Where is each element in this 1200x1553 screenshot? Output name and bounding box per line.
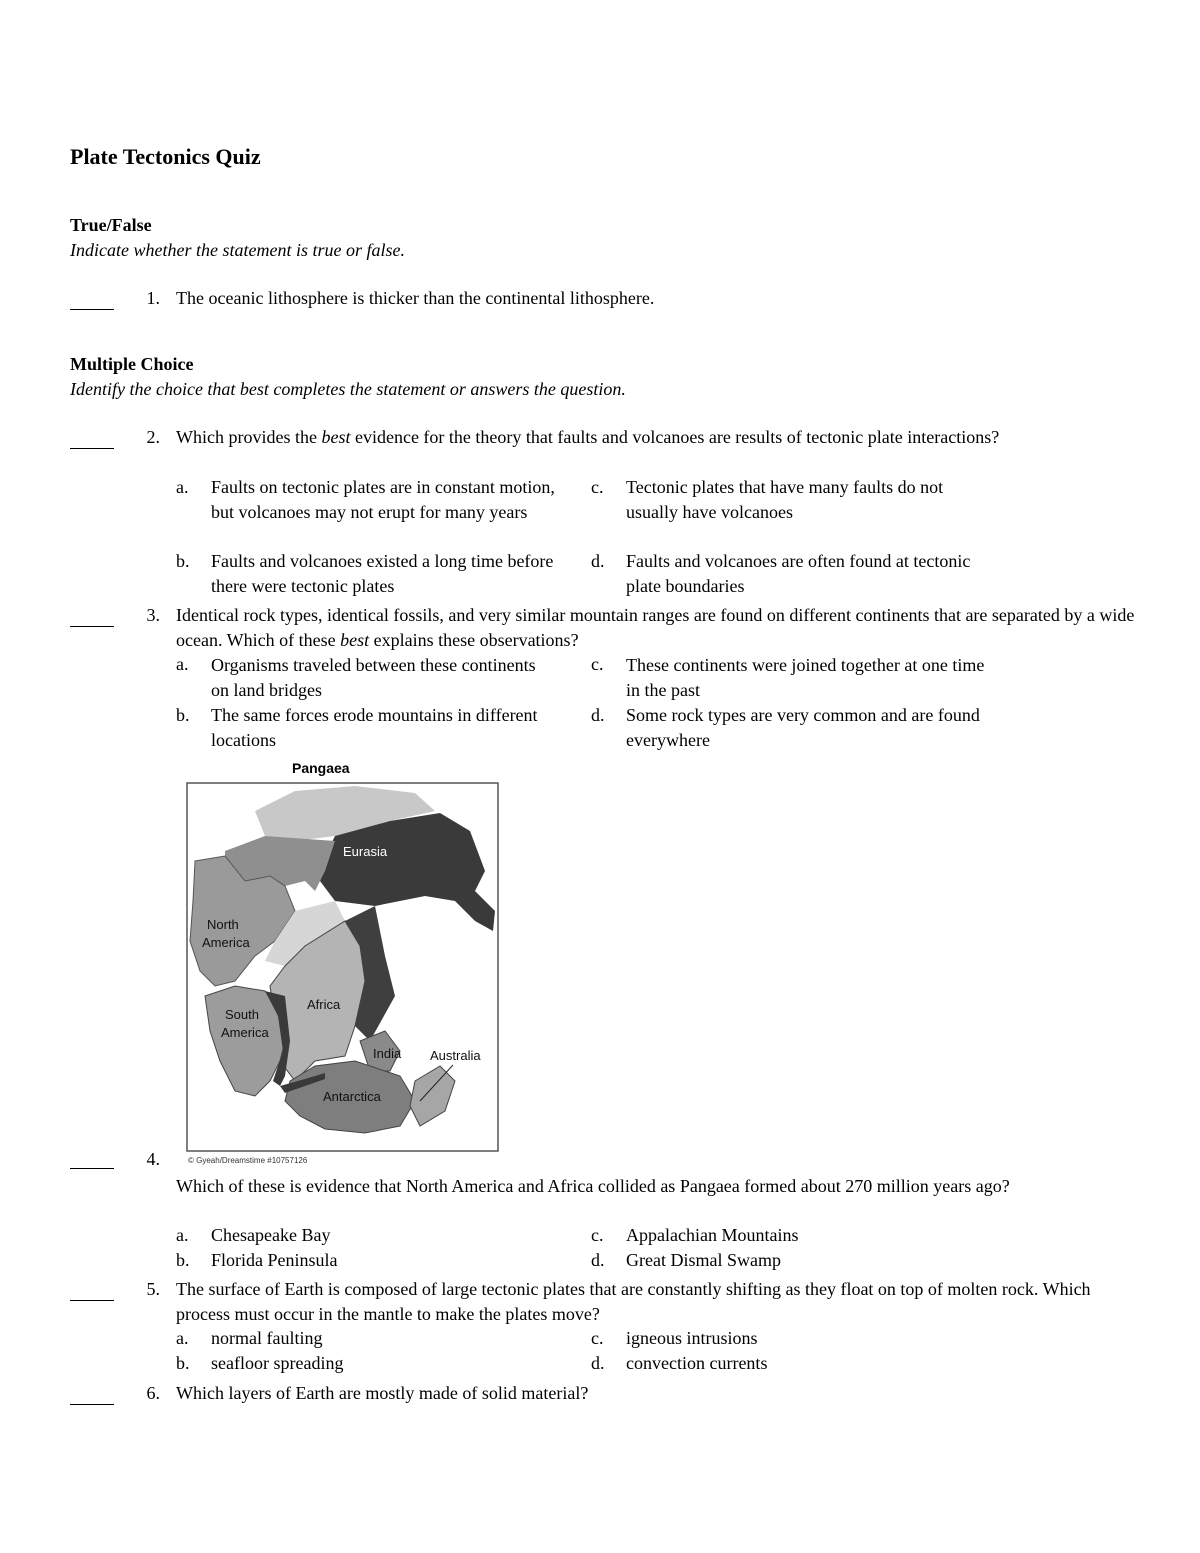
question-text-5: The surface of Earth is composed of large tectonic plates that are constantly shifting as they float on top of molten rock. Which process must occur in the mantle to make the plates move?	[176, 1279, 1091, 1324]
option-text-4d: Great Dismal Swamp	[626, 1250, 781, 1270]
label-eurasia: Eurasia	[343, 844, 388, 859]
option-text-2b: Faults and volcanoes existed a long time before there were tectonic plates	[211, 551, 554, 596]
option-text-2c: Tectonic plates that have many faults do not usually have volcanoes	[626, 477, 944, 522]
option-text-4b: Florida Peninsula	[211, 1250, 338, 1270]
mc-heading: Multiple Choice	[70, 354, 194, 374]
answer-blank-3[interactable]	[70, 626, 114, 627]
option-text-5b: seafloor spreading	[211, 1353, 344, 1373]
option-letter-2c: c.	[591, 477, 604, 497]
option-letter-3b: b.	[176, 705, 190, 725]
answer-blank-6[interactable]	[70, 1404, 114, 1405]
answer-blank-4[interactable]	[70, 1168, 114, 1169]
question-number-5: 5.	[146, 1279, 160, 1299]
option-letter-4a: a.	[176, 1225, 189, 1245]
option-text-5a: normal faulting	[211, 1328, 323, 1348]
answer-blank-5[interactable]	[70, 1300, 114, 1301]
question-number-4: 4.	[146, 1149, 160, 1169]
map-title: Pangaea	[292, 760, 350, 776]
answer-blank-1[interactable]	[70, 309, 114, 310]
label-india: India	[373, 1046, 402, 1061]
quiz-title: Plate Tectonics Quiz	[70, 144, 261, 169]
label-antarctica: Antarctica	[323, 1089, 381, 1104]
label-australia: Australia	[430, 1048, 481, 1063]
option-letter-5a: a.	[176, 1328, 189, 1348]
option-letter-3d: d.	[591, 705, 605, 725]
option-text-3c: These continents were joined together at one time in the past	[626, 655, 985, 700]
option-letter-4d: d.	[591, 1250, 605, 1270]
option-text-3b: The same forces erode mountains in different locations	[211, 705, 538, 750]
label-south-america: America	[221, 1025, 269, 1040]
option-letter-5c: c.	[591, 1328, 604, 1348]
question-text-3: Identical rock types, identical fossils, and very similar mountain ranges are found on different continents that are separated by a wide ocean. Which of these best explains these observations?	[176, 605, 1135, 650]
tf-heading: True/False	[70, 215, 152, 235]
option-text-2d: Faults and volcanoes are often found at tectonic plate boundaries	[626, 551, 971, 596]
label-africa: Africa	[307, 997, 341, 1012]
question-text-2: Which provides the best evidence for the theory that faults and volcanoes are results of tectonic plate interactions?	[176, 427, 1000, 447]
option-text-2a: Faults on tectonic plates are in constant motion, but volcanoes may not erupt for many years	[211, 477, 555, 522]
answer-blank-2[interactable]	[70, 448, 114, 449]
option-letter-4c: c.	[591, 1225, 604, 1245]
label-north-america: America	[202, 935, 250, 950]
option-text-5c: igneous intrusions	[626, 1328, 758, 1348]
option-text-3a: Organisms traveled between these continents on land bridges	[211, 655, 536, 700]
mc-instruction: Identify the choice that best completes the statement or answers the question.	[70, 379, 626, 399]
option-letter-2d: d.	[591, 551, 605, 571]
option-text-5d: convection currents	[626, 1353, 768, 1373]
option-text-3d: Some rock types are very common and are found everywhere	[626, 705, 980, 750]
label-north: North	[207, 917, 239, 932]
option-letter-5d: d.	[591, 1353, 605, 1373]
map-credit: © Gyeah/Dreamstime #10757126	[188, 1156, 308, 1165]
option-text-4a: Chesapeake Bay	[211, 1225, 331, 1245]
label-south: South	[225, 1007, 259, 1022]
tf-instruction: Indicate whether the statement is true or false.	[70, 240, 405, 260]
option-letter-5b: b.	[176, 1353, 190, 1373]
question-number-3: 3.	[146, 605, 160, 625]
question-text-1: The oceanic lithosphere is thicker than the continental lithosphere.	[176, 288, 655, 308]
option-letter-3c: c.	[591, 654, 604, 674]
question-text-6: Which layers of Earth are mostly made of solid material?	[176, 1383, 589, 1403]
option-letter-3a: a.	[176, 654, 189, 674]
option-letter-2a: a.	[176, 477, 189, 497]
question-text-4: Which of these is evidence that North America and Africa collided as Pangaea formed about 270 million years ago?	[176, 1176, 1010, 1196]
option-letter-4b: b.	[176, 1250, 190, 1270]
question-number-2: 2.	[146, 427, 160, 447]
option-letter-2b: b.	[176, 551, 190, 571]
option-text-4c: Appalachian Mountains	[626, 1225, 799, 1245]
pangaea-map	[185, 781, 500, 1153]
question-number-6: 6.	[146, 1383, 160, 1403]
question-number-1: 1.	[146, 288, 160, 308]
